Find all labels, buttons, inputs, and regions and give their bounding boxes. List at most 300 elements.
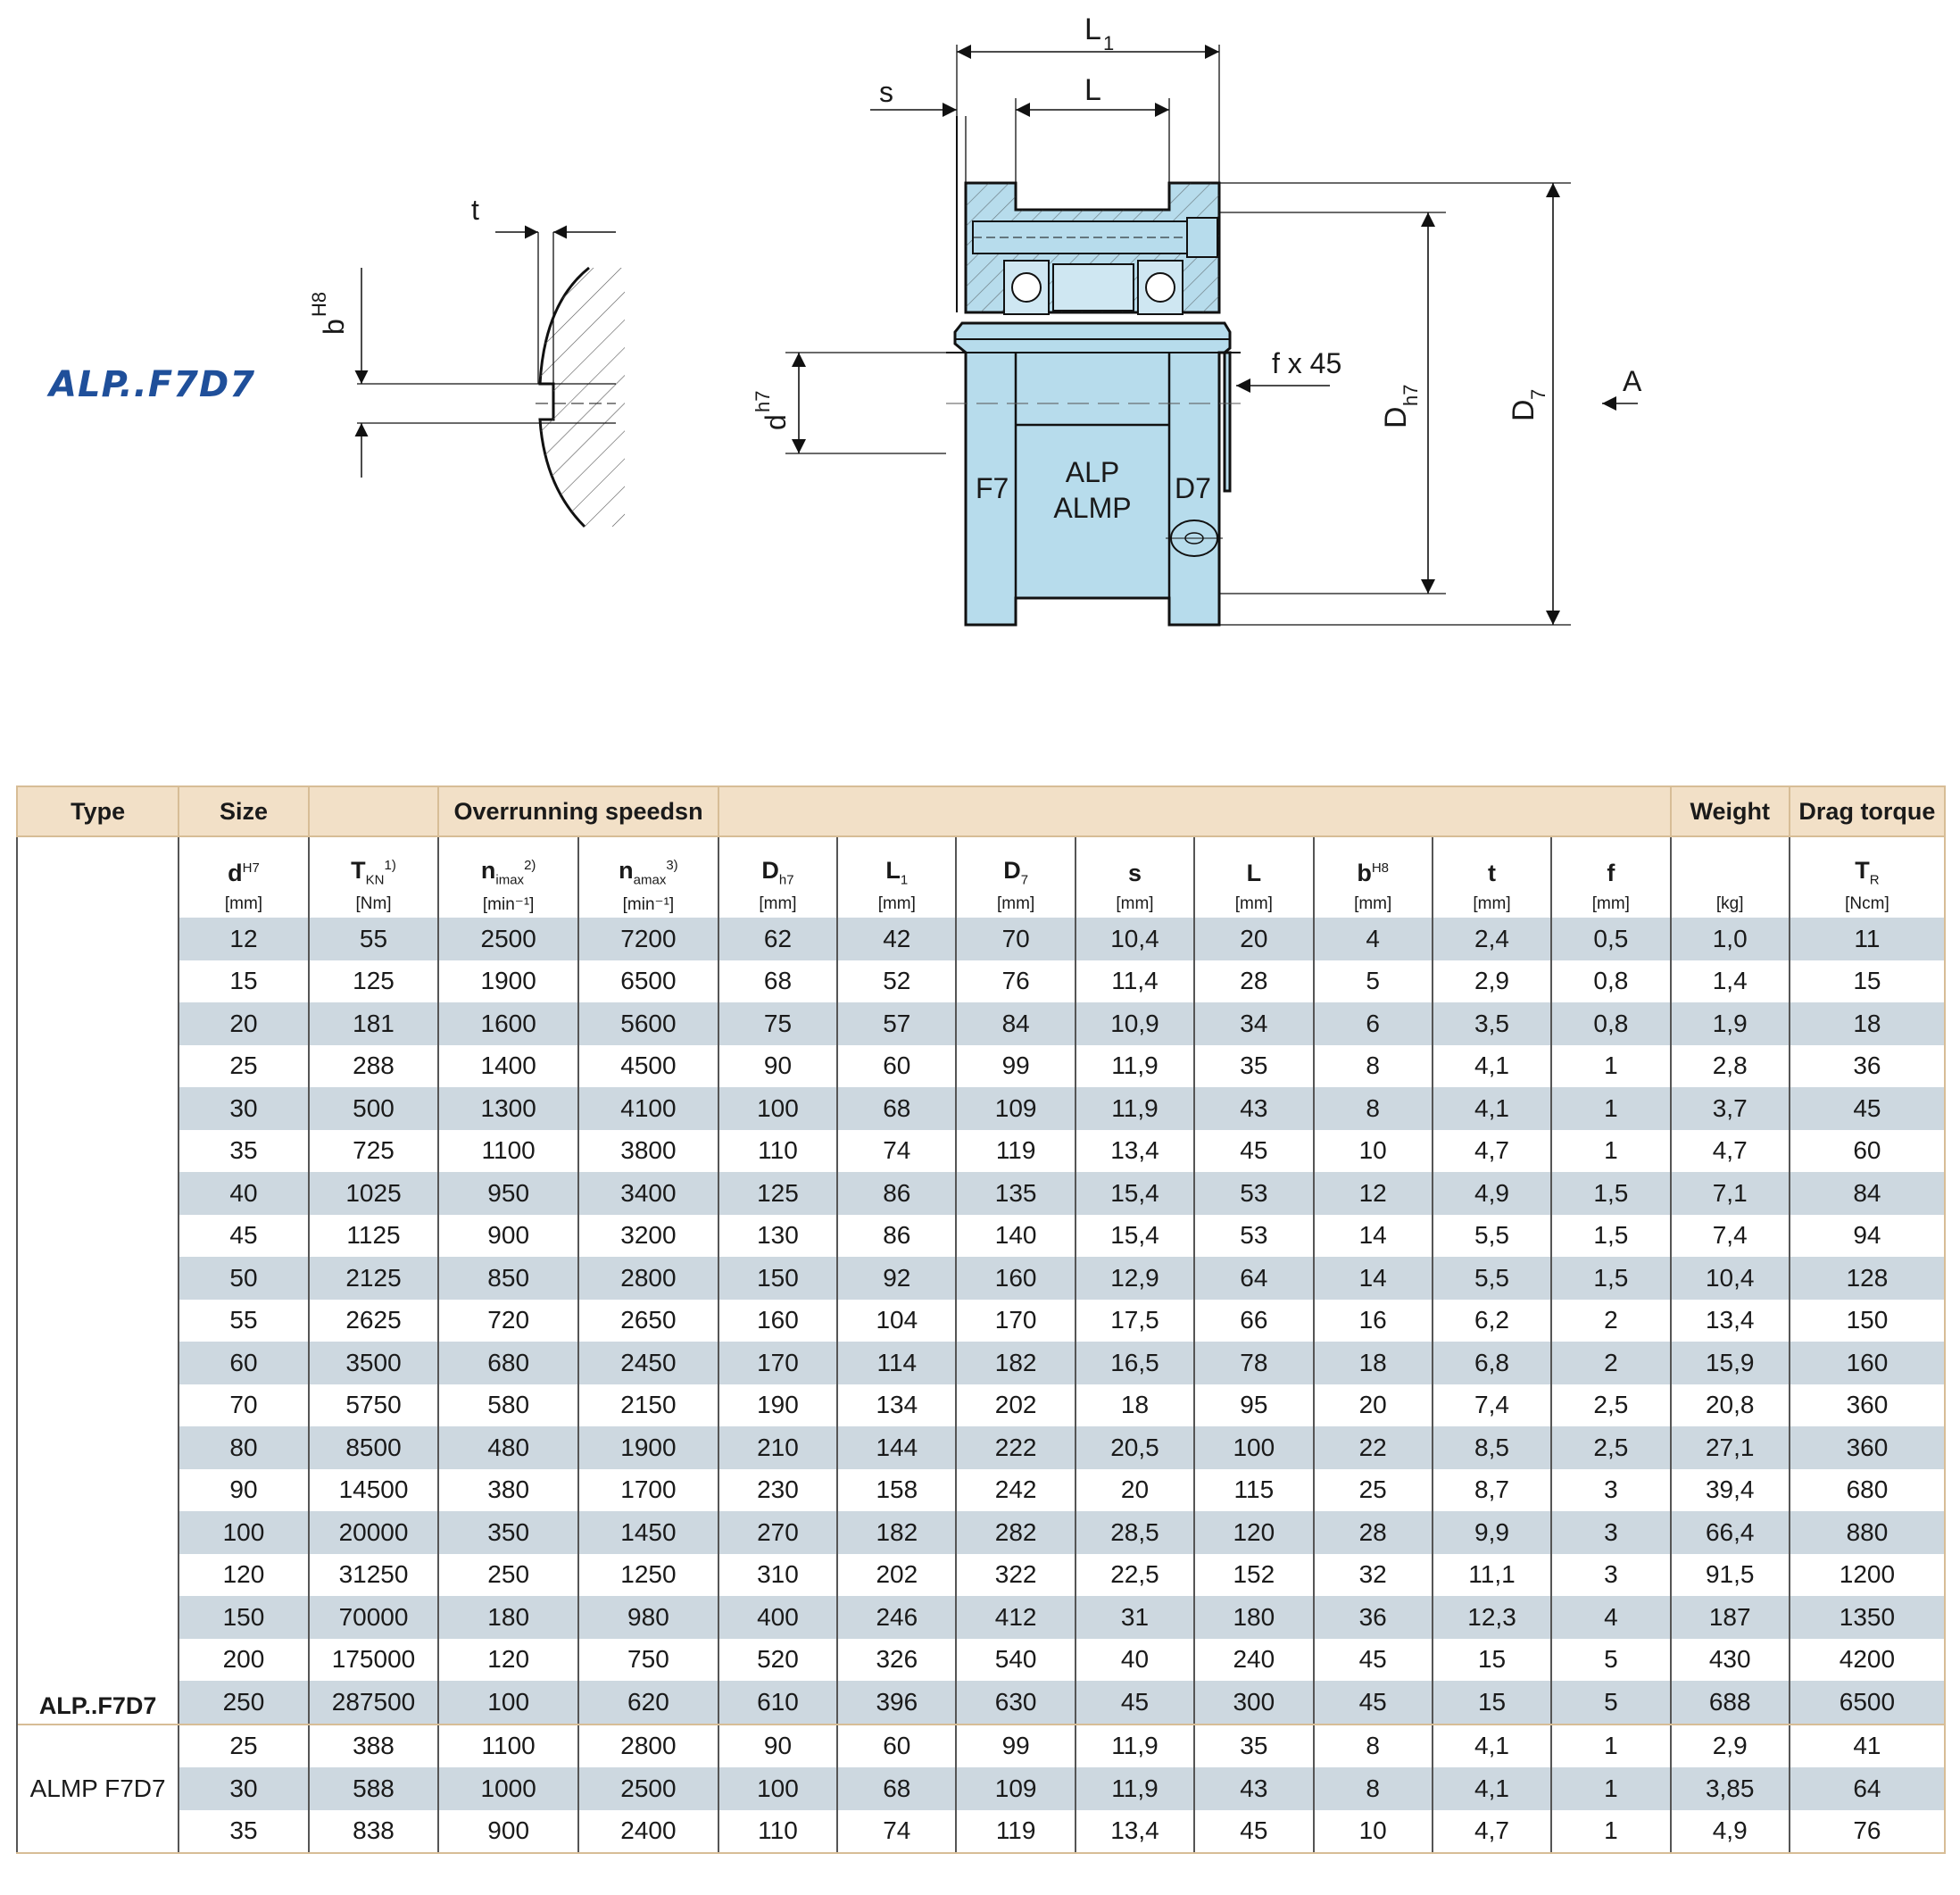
- table-cell: 202: [956, 1384, 1075, 1427]
- table-cell: 0,5: [1551, 918, 1670, 960]
- table-cell: 28,5: [1076, 1511, 1194, 1554]
- symbol-main: t: [1488, 860, 1497, 886]
- table-cell: 282: [956, 1511, 1075, 1554]
- label-Dh7-sub: h7: [1399, 384, 1422, 406]
- table-cell: 1400: [438, 1045, 578, 1088]
- table-cell: 99: [956, 1725, 1075, 1768]
- table-cell: 76: [956, 960, 1075, 1003]
- symbol-sub: 7: [1020, 872, 1029, 887]
- table-cell: 10,9: [1076, 1002, 1194, 1045]
- table-row: [17, 1681, 1945, 1725]
- symbol-sup: H7: [242, 860, 260, 876]
- table-cell: 12,9: [1076, 1257, 1194, 1300]
- table-cell: 74: [837, 1810, 956, 1854]
- symbol-cell: [1194, 836, 1313, 891]
- symbol-main: L: [1246, 860, 1262, 886]
- table-cell: 12: [179, 918, 309, 960]
- table-cell: 15,4: [1076, 1215, 1194, 1258]
- table-cell: 270: [718, 1511, 837, 1554]
- symbol-main: f: [1607, 860, 1615, 886]
- table-cell: 25: [179, 1045, 309, 1088]
- table-cell: 4500: [578, 1045, 718, 1088]
- label-body-1: ALP: [1065, 456, 1120, 488]
- table-cell: 28: [1314, 1511, 1433, 1554]
- table-cell: 99: [956, 1045, 1075, 1088]
- table-cell: 12: [1314, 1172, 1433, 1215]
- table-cell: 39,4: [1671, 1469, 1790, 1512]
- table-cell: 3: [1551, 1511, 1670, 1554]
- table-cell: 14: [1314, 1215, 1433, 1258]
- unit-cell: [mm]: [956, 891, 1075, 918]
- header-blank-wide: [718, 786, 1671, 836]
- table-cell: 1: [1551, 1130, 1670, 1173]
- table-cell: 1,5: [1551, 1215, 1670, 1258]
- table-cell: 35: [1194, 1725, 1313, 1768]
- table-cell: 4,7: [1433, 1130, 1551, 1173]
- table-cell: 7,1: [1671, 1172, 1790, 1215]
- table-cell: 31: [1076, 1596, 1194, 1639]
- label-A: A: [1623, 365, 1642, 397]
- label-t: t: [471, 194, 479, 226]
- table-cell: 45: [1194, 1130, 1313, 1173]
- table-cell: 20000: [309, 1511, 439, 1554]
- table-cell: 15: [179, 960, 309, 1003]
- table-cell: 45: [1790, 1087, 1945, 1130]
- table-cell: 45: [179, 1215, 309, 1258]
- table-cell: 210: [718, 1426, 837, 1469]
- technical-drawing: [0, 0, 1960, 678]
- table-cell: 68: [718, 960, 837, 1003]
- symbol-sup: 3): [666, 857, 678, 873]
- symbol-cell: [1551, 836, 1670, 891]
- units-row: [17, 891, 1945, 918]
- table-cell: 5,5: [1433, 1215, 1551, 1258]
- table-cell: 28: [1194, 960, 1313, 1003]
- table-cell: 120: [179, 1554, 309, 1597]
- table-cell: 160: [956, 1257, 1075, 1300]
- table-cell: 2,9: [1433, 960, 1551, 1003]
- table-cell: 30: [179, 1087, 309, 1130]
- table-cell: 60: [837, 1725, 956, 1768]
- table-cell: 5750: [309, 1384, 439, 1427]
- table-cell: 540: [956, 1639, 1075, 1682]
- table-cell: 1,0: [1671, 918, 1790, 960]
- table-cell: 62: [718, 918, 837, 960]
- table-cell: 7,4: [1433, 1384, 1551, 1427]
- table-cell: 2: [1551, 1342, 1670, 1384]
- table-row: [17, 1469, 1945, 1512]
- table-row: [17, 1130, 1945, 1173]
- table-cell: 22,5: [1076, 1554, 1194, 1597]
- header-weight: Weight: [1671, 786, 1790, 836]
- table-cell: 84: [1790, 1172, 1945, 1215]
- table-header-row: [17, 786, 1945, 836]
- table-cell: 66: [1194, 1300, 1313, 1342]
- table-cell: 20,8: [1671, 1384, 1790, 1427]
- table-cell: 900: [438, 1215, 578, 1258]
- header-blank: [309, 786, 439, 836]
- table-cell: 610: [718, 1681, 837, 1725]
- table-row: [17, 1172, 1945, 1215]
- table-cell: 1,4: [1671, 960, 1790, 1003]
- table-cell: 11,4: [1076, 960, 1194, 1003]
- table-cell: 3,5: [1433, 1002, 1551, 1045]
- table-cell: 1100: [438, 1725, 578, 1768]
- table-cell: 5: [1551, 1639, 1670, 1682]
- table-cell: 3400: [578, 1172, 718, 1215]
- header-size: Size: [179, 786, 309, 836]
- table-cell: 1: [1551, 1810, 1670, 1854]
- table-row: [17, 1342, 1945, 1384]
- table-cell: 1600: [438, 1002, 578, 1045]
- table-cell: 3,85: [1671, 1767, 1790, 1810]
- table-cell: 950: [438, 1172, 578, 1215]
- table-cell: 6: [1314, 1002, 1433, 1045]
- table-row: [17, 1300, 1945, 1342]
- table-row: [17, 1639, 1945, 1682]
- table-cell: 15,4: [1076, 1172, 1194, 1215]
- table-cell: 396: [837, 1681, 956, 1725]
- table-cell: 3: [1551, 1469, 1670, 1512]
- table-cell: 1900: [578, 1426, 718, 1469]
- table-cell: 144: [837, 1426, 956, 1469]
- table-cell: 175000: [309, 1639, 439, 1682]
- table-cell: 15,9: [1671, 1342, 1790, 1384]
- table-cell: 8500: [309, 1426, 439, 1469]
- table-cell: 360: [1790, 1426, 1945, 1469]
- symbol-main: L: [885, 856, 901, 884]
- symbol-main: T: [351, 856, 366, 884]
- table-cell: 11,9: [1076, 1045, 1194, 1088]
- unit-cell: [min⁻¹]: [578, 891, 718, 918]
- table-cell: 620: [578, 1681, 718, 1725]
- table-cell: 2,9: [1671, 1725, 1790, 1768]
- table-cell: 1: [1551, 1045, 1670, 1088]
- table-cell: 16,5: [1076, 1342, 1194, 1384]
- table-cell: 3500: [309, 1342, 439, 1384]
- table-cell: 125: [718, 1172, 837, 1215]
- table-cell: 6,8: [1433, 1342, 1551, 1384]
- table-cell: 13,4: [1671, 1300, 1790, 1342]
- table-cell: 41: [1790, 1725, 1945, 1768]
- table-cell: 880: [1790, 1511, 1945, 1554]
- unit-cell: [mm]: [179, 891, 309, 918]
- table-cell: 16: [1314, 1300, 1433, 1342]
- symbol-cell: [837, 836, 956, 891]
- table-row: [17, 1215, 1945, 1258]
- symbol-cell: [718, 836, 837, 891]
- table-cell: 380: [438, 1469, 578, 1512]
- table-cell: 35: [179, 1810, 309, 1854]
- table-cell: 4,1: [1433, 1725, 1551, 1768]
- table-cell: 80: [179, 1426, 309, 1469]
- table-cell: 520: [718, 1639, 837, 1682]
- table-cell: 388: [309, 1725, 439, 1768]
- table-cell: 430: [1671, 1639, 1790, 1682]
- table-cell: 95: [1194, 1384, 1313, 1427]
- table-cell: 10,4: [1076, 918, 1194, 960]
- table-cell: 4,7: [1433, 1810, 1551, 1854]
- table-cell: 400: [718, 1596, 837, 1639]
- table-cell: 74: [837, 1130, 956, 1173]
- table-cell: 1450: [578, 1511, 718, 1554]
- table-cell: 580: [438, 1384, 578, 1427]
- table-cell: 0,8: [1551, 960, 1670, 1003]
- table-row: [17, 918, 1945, 960]
- table-cell: 480: [438, 1426, 578, 1469]
- table-cell: 150: [1790, 1300, 1945, 1342]
- table-cell: 18: [1076, 1384, 1194, 1427]
- table-cell: 170: [956, 1300, 1075, 1342]
- table-cell: 104: [837, 1300, 956, 1342]
- table-cell: 90: [718, 1725, 837, 1768]
- table-cell: 20: [179, 1002, 309, 1045]
- symbol-cell: [1433, 836, 1551, 891]
- table-cell: 246: [837, 1596, 956, 1639]
- table-row: [17, 1257, 1945, 1300]
- table-cell: 2500: [438, 918, 578, 960]
- table-cell: 13,4: [1076, 1810, 1194, 1854]
- label-D7-face: D7: [1175, 472, 1211, 504]
- table-cell: 152: [1194, 1554, 1313, 1597]
- table-cell: 1025: [309, 1172, 439, 1215]
- table-cell: 2,4: [1433, 918, 1551, 960]
- table-cell: 20: [1194, 918, 1313, 960]
- table-cell: 182: [956, 1342, 1075, 1384]
- table-cell: 18: [1314, 1342, 1433, 1384]
- symbol-cell: [1790, 836, 1945, 891]
- table-cell: 150: [718, 1257, 837, 1300]
- table-cell: 0,8: [1551, 1002, 1670, 1045]
- table-cell: 3,7: [1671, 1087, 1790, 1130]
- table-cell: 20: [1076, 1469, 1194, 1512]
- symbol-cell: [1076, 836, 1194, 891]
- table-cell: 115: [1194, 1469, 1313, 1512]
- symbol-sub: 1: [900, 872, 909, 887]
- table-cell: 15: [1433, 1639, 1551, 1682]
- table-cell: 287500: [309, 1681, 439, 1725]
- table-row: [17, 1596, 1945, 1639]
- label-body-2: ALMP: [1053, 492, 1132, 524]
- table-cell: 14: [1314, 1257, 1433, 1300]
- label-L1-sub: 1: [1103, 32, 1115, 54]
- unit-cell: [mm]: [1433, 891, 1551, 918]
- symbol-main: n: [480, 856, 496, 884]
- table-cell: 53: [1194, 1172, 1313, 1215]
- table-cell: 360: [1790, 1384, 1945, 1427]
- table-cell: 4,1: [1433, 1045, 1551, 1088]
- table-cell: 4,9: [1433, 1172, 1551, 1215]
- table-cell: 52: [837, 960, 956, 1003]
- table-cell: 3800: [578, 1130, 718, 1173]
- symbol-sup: 2): [524, 857, 536, 873]
- table-cell: 2800: [578, 1257, 718, 1300]
- table-cell: 11,9: [1076, 1725, 1194, 1768]
- symbol-main: n: [619, 856, 634, 884]
- table-cell: 1300: [438, 1087, 578, 1130]
- table-cell: 5,5: [1433, 1257, 1551, 1300]
- table-cell: 70: [956, 918, 1075, 960]
- table-cell: 2450: [578, 1342, 718, 1384]
- unit-cell: [mm]: [1076, 891, 1194, 918]
- header-type: Type: [17, 786, 179, 836]
- symbol-main: s: [1127, 860, 1142, 886]
- table-cell: 1,5: [1551, 1172, 1670, 1215]
- symbol-cell: [1314, 836, 1433, 891]
- table-row: [17, 1384, 1945, 1427]
- unit-cell: [Nm]: [309, 891, 439, 918]
- table-cell: 4,9: [1671, 1810, 1790, 1854]
- table-cell: 1125: [309, 1215, 439, 1258]
- table-cell: 230: [718, 1469, 837, 1512]
- table-cell: 200: [179, 1639, 309, 1682]
- table-cell: 34: [1194, 1002, 1313, 1045]
- table-cell: 17,5: [1076, 1300, 1194, 1342]
- table-cell: 150: [179, 1596, 309, 1639]
- table-cell: 120: [1194, 1511, 1313, 1554]
- table-cell: 288: [309, 1045, 439, 1088]
- table-cell: 55: [309, 918, 439, 960]
- table-row: [17, 1045, 1945, 1088]
- table-cell: 120: [438, 1639, 578, 1682]
- table-row: [17, 1087, 1945, 1130]
- table-cell: 75: [718, 1002, 837, 1045]
- label-L1: L: [1084, 12, 1101, 46]
- table-cell: 12,3: [1433, 1596, 1551, 1639]
- unit-cell: [mm]: [718, 891, 837, 918]
- symbol-sup: 1): [384, 857, 396, 873]
- symbol-sub: h7: [778, 872, 794, 887]
- table-cell: 109: [956, 1087, 1075, 1130]
- table-cell: 68: [837, 1087, 956, 1130]
- table-cell: 45: [1314, 1681, 1433, 1725]
- table-cell: 100: [718, 1767, 837, 1810]
- table-cell: 10: [1314, 1130, 1433, 1173]
- unit-cell: [kg]: [1671, 891, 1790, 918]
- table-cell: 43: [1194, 1767, 1313, 1810]
- label-b-sup: H8: [308, 291, 330, 317]
- table-cell: 20: [1314, 1384, 1433, 1427]
- label-d: d: [760, 414, 792, 430]
- table-cell: 11,9: [1076, 1087, 1194, 1130]
- series-title: ALP..F7D7: [49, 364, 256, 405]
- table-cell: 42: [837, 918, 956, 960]
- table-cell: 720: [438, 1300, 578, 1342]
- unit-cell: [mm]: [1194, 891, 1313, 918]
- table-cell: 90: [718, 1045, 837, 1088]
- label-s: s: [879, 76, 893, 108]
- table-cell: 15: [1433, 1681, 1551, 1725]
- table-cell: 5600: [578, 1002, 718, 1045]
- symbol-main: T: [1855, 856, 1870, 884]
- symbol-main: D: [761, 856, 779, 884]
- table-cell: 13,4: [1076, 1130, 1194, 1173]
- table-cell: 500: [309, 1087, 439, 1130]
- table-cell: 31250: [309, 1554, 439, 1597]
- unit-cell: [min⁻¹]: [438, 891, 578, 918]
- table-cell: 10: [1314, 1810, 1433, 1854]
- table-cell: 1200: [1790, 1554, 1945, 1597]
- table-cell: 2500: [578, 1767, 718, 1810]
- table-cell: 250: [438, 1554, 578, 1597]
- table-cell: 11,9: [1076, 1767, 1194, 1810]
- table-cell: 32: [1314, 1554, 1433, 1597]
- table-cell: 725: [309, 1130, 439, 1173]
- table-cell: 6500: [1790, 1681, 1945, 1725]
- table-cell: 94: [1790, 1215, 1945, 1258]
- table-cell: 5: [1551, 1681, 1670, 1725]
- table-cell: 15: [1790, 960, 1945, 1003]
- label-Dh7: D: [1379, 406, 1413, 428]
- unit-cell: [mm]: [1314, 891, 1433, 918]
- table-cell: 45: [1314, 1639, 1433, 1682]
- table-cell: 8,5: [1433, 1426, 1551, 1469]
- table-cell: 70000: [309, 1596, 439, 1639]
- table-cell: 326: [837, 1639, 956, 1682]
- table-cell: 64: [1194, 1257, 1313, 1300]
- table-cell: 4,1: [1433, 1767, 1551, 1810]
- table-cell: 202: [837, 1554, 956, 1597]
- table-cell: 240: [1194, 1639, 1313, 1682]
- symbol-main: D: [1003, 856, 1021, 884]
- table-cell: 76: [1790, 1810, 1945, 1854]
- table-cell: 25: [179, 1725, 309, 1768]
- table-cell: 181: [309, 1002, 439, 1045]
- table-cell: 630: [956, 1681, 1075, 1725]
- table-cell: 750: [578, 1639, 718, 1682]
- table-row: [17, 1002, 1945, 1045]
- table-cell: 2650: [578, 1300, 718, 1342]
- table-cell: 53: [1194, 1215, 1313, 1258]
- table-cell: 322: [956, 1554, 1075, 1597]
- table-cell: 109: [956, 1767, 1075, 1810]
- symbol-cell: [179, 836, 309, 891]
- table-cell: 160: [718, 1300, 837, 1342]
- table-cell: 45: [1076, 1681, 1194, 1725]
- table-cell: 8: [1314, 1087, 1433, 1130]
- table-cell: 2: [1551, 1300, 1670, 1342]
- table-cell: 130: [718, 1215, 837, 1258]
- table-cell: 135: [956, 1172, 1075, 1215]
- label-D7: D: [1507, 399, 1541, 421]
- table-cell: 110: [718, 1810, 837, 1854]
- table-cell: 222: [956, 1426, 1075, 1469]
- unit-cell: [mm]: [1551, 891, 1670, 918]
- table-cell: 2,5: [1551, 1384, 1670, 1427]
- type-cell: ALP..F7D7: [17, 836, 179, 1725]
- table-cell: 300: [1194, 1681, 1313, 1725]
- dimensions-table: [16, 785, 1946, 1854]
- table-cell: 8: [1314, 1725, 1433, 1768]
- symbol-sub: imax: [495, 872, 525, 887]
- table-cell: 134: [837, 1384, 956, 1427]
- table-cell: 60: [179, 1342, 309, 1384]
- table-cell: 3: [1551, 1554, 1670, 1597]
- table-cell: 160: [1790, 1342, 1945, 1384]
- table-cell: 3200: [578, 1215, 718, 1258]
- table-cell: 8,7: [1433, 1469, 1551, 1512]
- table-cell: 588: [309, 1767, 439, 1810]
- table-cell: 2625: [309, 1300, 439, 1342]
- table-cell: 4100: [578, 1087, 718, 1130]
- table-cell: 18: [1790, 1002, 1945, 1045]
- symbol-row: [17, 836, 1945, 891]
- table-cell: 4,7: [1671, 1130, 1790, 1173]
- table-cell: 2125: [309, 1257, 439, 1300]
- symbol-cell: [578, 836, 718, 891]
- table-cell: 100: [1194, 1426, 1313, 1469]
- label-b: b: [318, 319, 350, 335]
